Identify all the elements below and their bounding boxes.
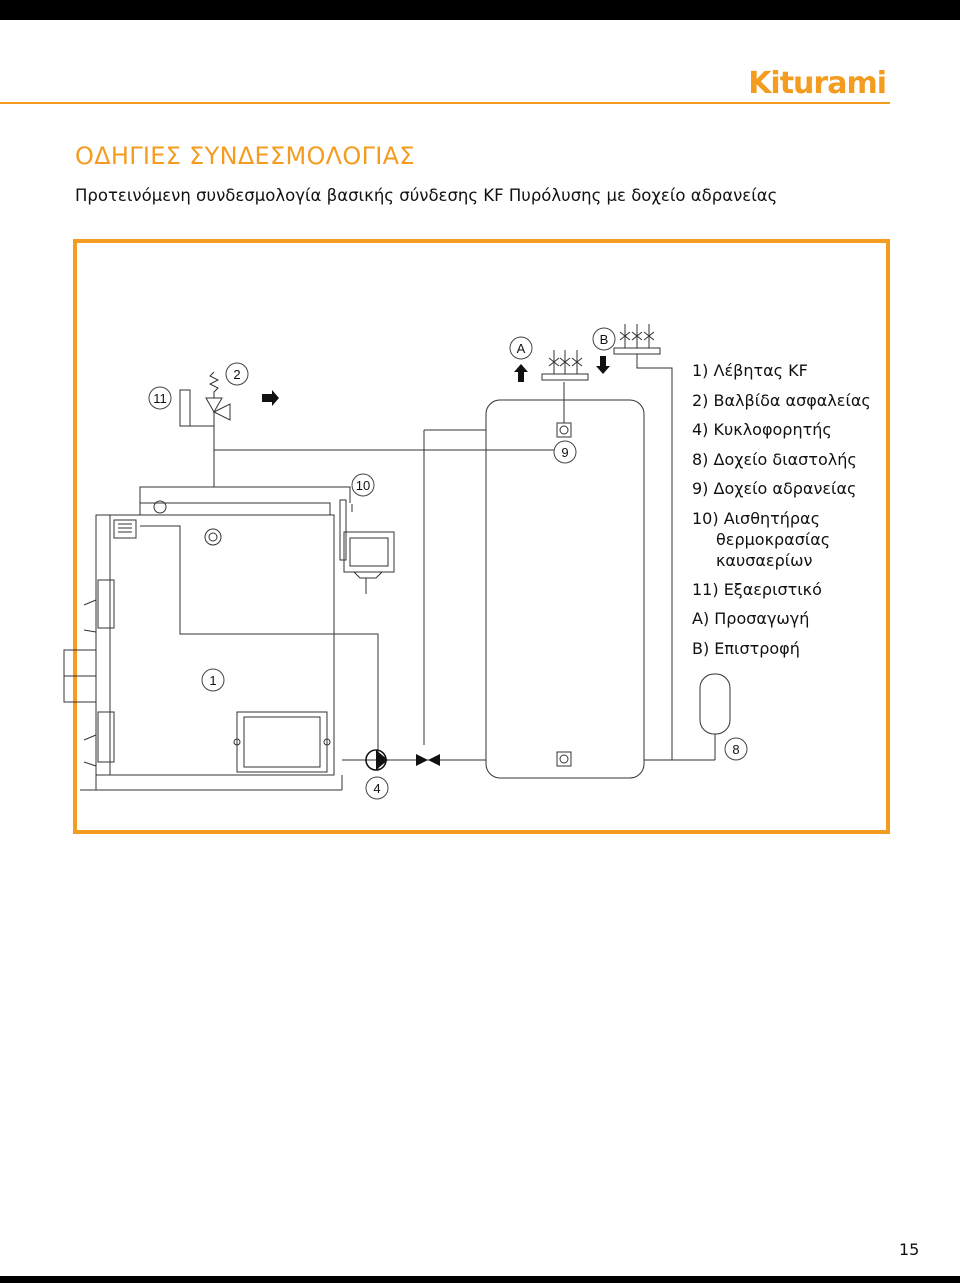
legend-item-continued: θερμοκρασίας <box>716 529 831 549</box>
boiler-body <box>96 515 334 775</box>
callout-2: 2 <box>233 367 241 382</box>
legend-item: 8) Δοχείο διαστολής <box>692 449 857 469</box>
page-title: ΟΔΗΓΙΕΣ ΣΥΝΔΕΣΜΟΛΟΓΙΑΣ <box>75 142 415 170</box>
page-subtitle: Προτεινόμενη συνδεσμολογία βασικής σύνδεσης KF Πυρόλυσης με δοχείο αδρανείας <box>75 186 778 205</box>
legend-item: 1) Λέβητας KF <box>692 361 808 380</box>
callout-9: 9 <box>561 445 569 460</box>
callout-a: A <box>516 341 526 356</box>
diagram-legend <box>692 356 871 663</box>
legend-item: 11) Εξαεριστικό <box>692 579 822 599</box>
legend-item: Β) Επιστροφή <box>692 638 800 658</box>
legend-item: 4) Κυκλοφορητής <box>692 420 832 439</box>
legend-item: 2) Βαλβίδα ασφαλείας <box>692 390 871 410</box>
callout-10: 10 <box>355 478 371 493</box>
brand-logo: Kiturami <box>748 66 886 101</box>
callout-b: B <box>599 332 609 347</box>
callout-11: 11 <box>153 391 167 406</box>
callout-1: 1 <box>209 673 217 688</box>
legend-item-continued: καυσαερίων <box>716 550 813 570</box>
page-number: 15 <box>899 1240 920 1259</box>
footer-rule <box>0 1276 960 1283</box>
callout-4: 4 <box>373 781 381 796</box>
legend-item: 9) Δοχείο αδρανείας <box>692 479 857 498</box>
callout-8: 8 <box>732 742 740 757</box>
arrow-up-icon <box>514 364 528 382</box>
arrow-down-icon <box>596 356 610 374</box>
legend-item: 10) Αισθητήρας <box>692 508 820 528</box>
arrow-right-icon <box>262 390 279 406</box>
legend-item: Α) Προσαγωγή <box>692 609 810 628</box>
